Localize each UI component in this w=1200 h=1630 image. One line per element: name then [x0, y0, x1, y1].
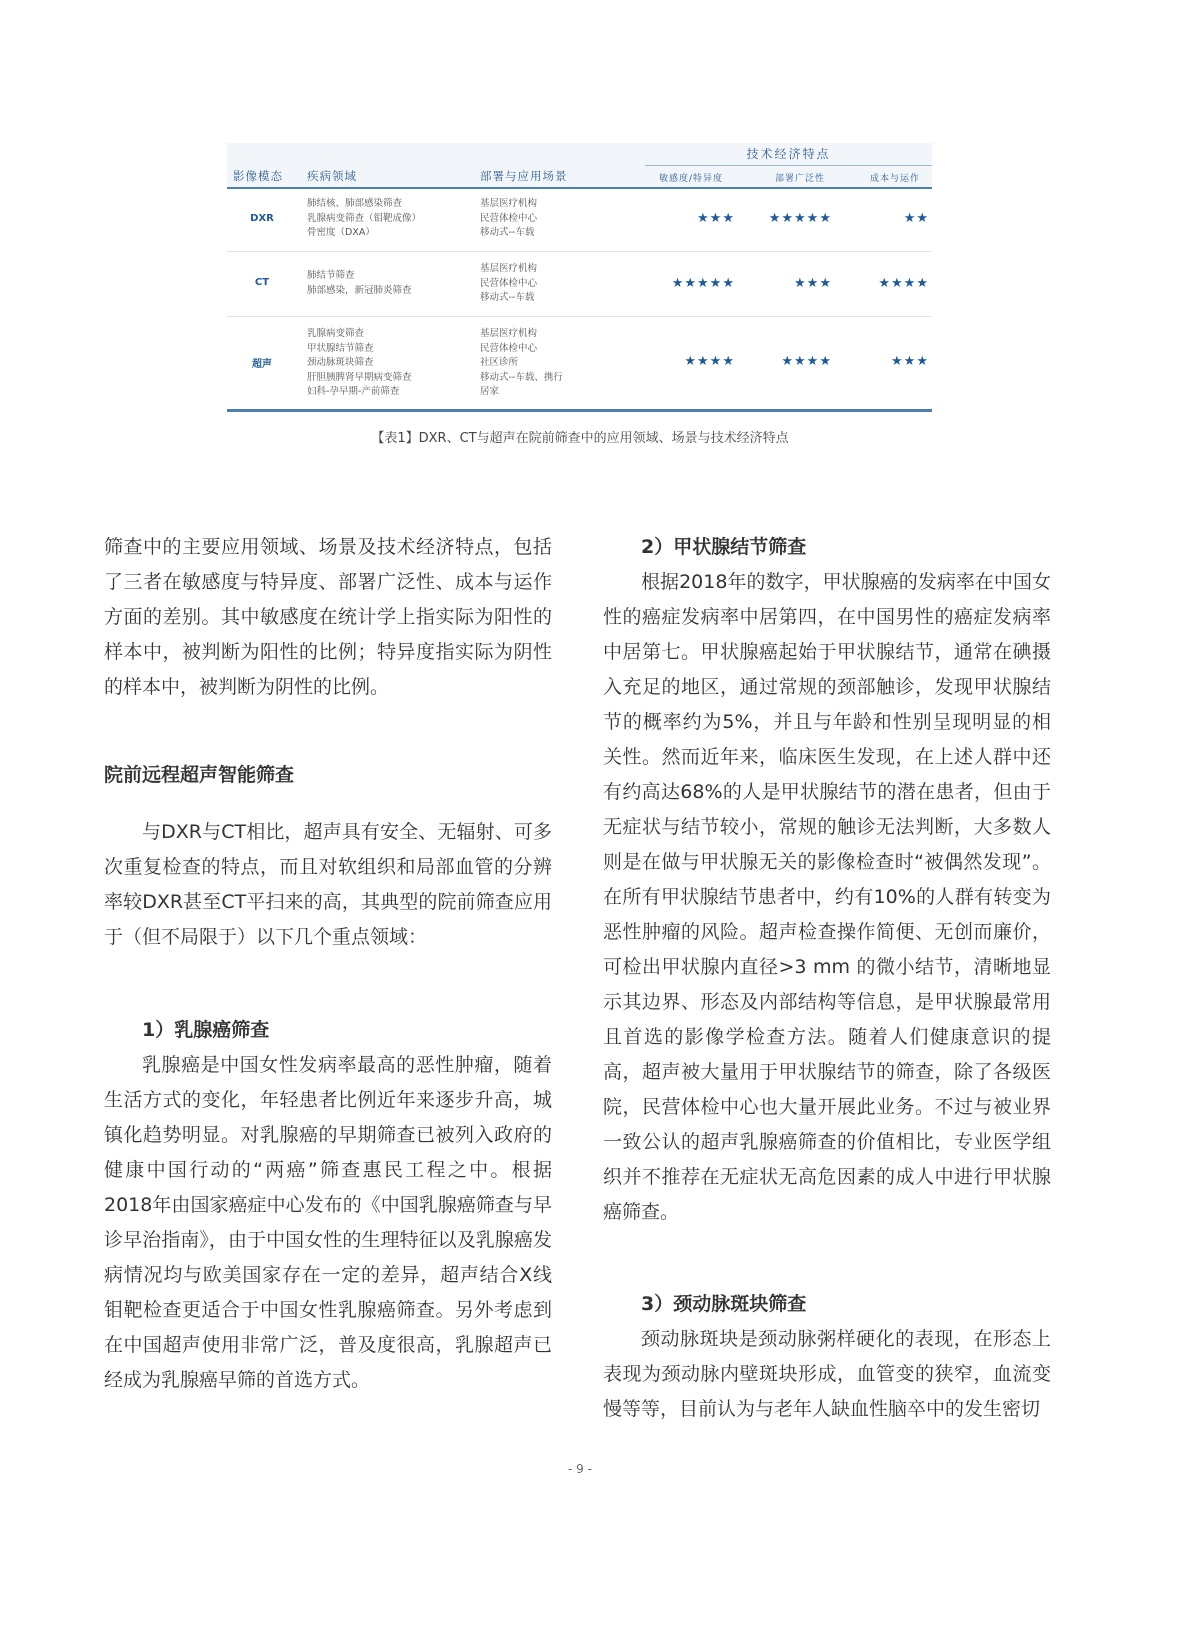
- header-modality: 影像模态: [233, 169, 283, 183]
- scene: 移动式--车载: [480, 227, 535, 238]
- scene: 民营体检中心: [480, 212, 538, 224]
- table-row: [227, 252, 932, 317]
- disease: 颈动脉斑块筛查: [307, 357, 374, 368]
- left-column: [104, 530, 552, 1398]
- scene: 移动式--车载: [480, 292, 535, 303]
- disease: 肺部感染，新冠肺炎筛查: [307, 284, 412, 296]
- disease: 肝胆胰脾肾早期病变筛查: [307, 371, 412, 383]
- scene: 社区诊所: [480, 357, 519, 368]
- disease: 骨密度（DXA）: [307, 227, 375, 238]
- modality: DXR: [250, 213, 274, 224]
- scene: 移动式--车载、携行: [480, 371, 563, 383]
- modality: CT: [254, 277, 270, 288]
- paragraph: 筛查中的主要应用领域、场景及技术经济特点，包括了三者在敏感度与特异度、部署广泛性、成本与运作方面的差别。其中敏感度在统计学上指实际为阳性的样本中，被判断为阳性的比例；特异度指实际为阴性的样本中，被判断为阴性的比例。: [104, 536, 552, 698]
- header-scene: 部署与应用场景: [480, 169, 568, 183]
- table-header: [227, 143, 932, 189]
- scene: 居家: [480, 386, 500, 397]
- paragraph: 颈动脉斑块是颈动脉粥样硬化的表现，在形态上表现为颈动脉内壁斑块形成，血管变的狭窄，血流变慢等等，目前认为与老年人缺血性脑卒中的发生密切: [603, 1328, 1051, 1420]
- comparison-table: [227, 143, 932, 412]
- disease: 乳腺病变筛查（钼靶成像）: [307, 212, 422, 224]
- subsection-title: 1）乳腺癌筛查: [142, 1019, 270, 1041]
- table-caption: 【表1】DXR、CT与超声在院前筛查中的应用领域、场景与技术经济特点: [371, 431, 789, 446]
- scene: 基层医疗机构: [480, 263, 538, 274]
- scene-list: [480, 197, 537, 241]
- cost-rating: ★★: [903, 211, 929, 226]
- paragraph: 根据2018年的数字，甲状腺癌的发病率在中国女性的癌症发病率中居第四，在中国男性的癌症发病率中居第七。甲状腺癌起始于甲状腺结节，通常在碘摄入充足的地区，通过常规的颈部触诊，发现甲状腺结节的概率约为5%，并且与年龄和性别呈现明显的相关性。然而近年来，临床医生发现，在上述人群中还有约高达68%的人是甲状腺结节的潜在患者，但由于无症状与结节较小，常规的触诊无法判断，大多数人则是在做与甲状腺无关的影像检查时“被偶然发现”。在所有甲状腺结节患者中，约有10%的人群有转变为恶性肿瘤的风险。超声检查操作简便、无创而廉价，可检出甲状腺内直径>3 mm 的微小结节，清晰地显示其边界、形态及内部结构等信息，是甲状腺最常用且首选的影像学检查方法。随着人们健康意识的提高，超声被大量用于甲状腺结节的筛查，除了各级医院，民营体检中心也大量开展此业务。不过与被业界一致公认的超声乳腺癌筛查的价值相比，专业医学组织并不推荐在无症状无高危因素的成人中进行甲状腺癌筛查。: [603, 571, 1051, 1223]
- subsection-title: 3）颈动脉斑块筛查: [641, 1293, 807, 1315]
- header-cost: 成本与运作: [870, 174, 921, 184]
- scene: 民营体检中心: [480, 277, 538, 289]
- group-header: 技术经济特点: [645, 145, 932, 166]
- disease: 妇科-孕早期-产前筛查: [307, 386, 400, 397]
- disease: 肺结节筛查: [307, 270, 355, 281]
- cost-rating: ★★★★: [878, 276, 929, 291]
- deployment-rating: ★★★: [794, 276, 832, 291]
- disease: 甲状腺结节筛查: [307, 342, 374, 354]
- table-row: [227, 317, 932, 412]
- subsection-title: 2）甲状腺结节筛查: [641, 536, 807, 558]
- disease-list: [307, 269, 412, 298]
- paragraph: 与DXR与CT相比，超声具有安全、无辐射、可多次重复检查的特点，而且对软组织和局部血管的分辨率较DXR甚至CT平扫来的高，其典型的院前筛查应用于（但不局限于）以下几个重点领域：: [104, 821, 552, 948]
- deployment-rating: ★★★★: [781, 354, 832, 369]
- scene: 基层医疗机构: [480, 198, 538, 209]
- disease: 乳腺病变筛查: [307, 328, 365, 339]
- scene: 民营体检中心: [480, 342, 538, 354]
- scene: 基层医疗机构: [480, 328, 538, 339]
- deployment-rating: ★★★★★: [768, 211, 832, 226]
- scene-list: [480, 262, 537, 306]
- disease: 肺结核、肺部感染筛查: [307, 198, 403, 209]
- cost-rating: ★★★: [891, 354, 929, 369]
- page-number: - 9 -: [568, 1462, 592, 1476]
- modality: 超声: [252, 359, 272, 370]
- scene-list: [480, 327, 563, 400]
- sensitivity-rating: ★★★: [697, 211, 735, 226]
- section-title: 院前远程超声智能筛查: [104, 764, 295, 786]
- table-row: [227, 189, 932, 252]
- header-disease: 疾病领域: [307, 169, 357, 183]
- header-sensitivity: 敏感度/特异度: [659, 174, 724, 184]
- right-column: [603, 530, 1051, 1427]
- header-deployment: 部署广泛性: [775, 174, 826, 184]
- sensitivity-rating: ★★★★★: [671, 276, 735, 291]
- disease-list: [307, 197, 421, 241]
- disease-list: [307, 327, 412, 400]
- paragraph: 乳腺癌是中国女性发病率最高的恶性肿瘤，随着生活方式的变化，年轻患者比例近年来逐步升高，城镇化趋势明显。对乳腺癌的早期筛查已被列入政府的健康中国行动的“两癌”筛查惠民工程之中。根据2018年由国家癌症中心发布的《中国乳腺癌筛查与早诊早治指南》，由于中国女性的生理特征以及乳腺癌发病情况均与欧美国家存在一定的差异，超声结合X线钼靶检查更适合于中国女性乳腺癌筛查。另外考虑到在中国超声使用非常广泛，普及度很高，乳腺超声已经成为乳腺癌早筛的首选方式。: [104, 1054, 552, 1391]
- sensitivity-rating: ★★★★: [684, 354, 735, 369]
